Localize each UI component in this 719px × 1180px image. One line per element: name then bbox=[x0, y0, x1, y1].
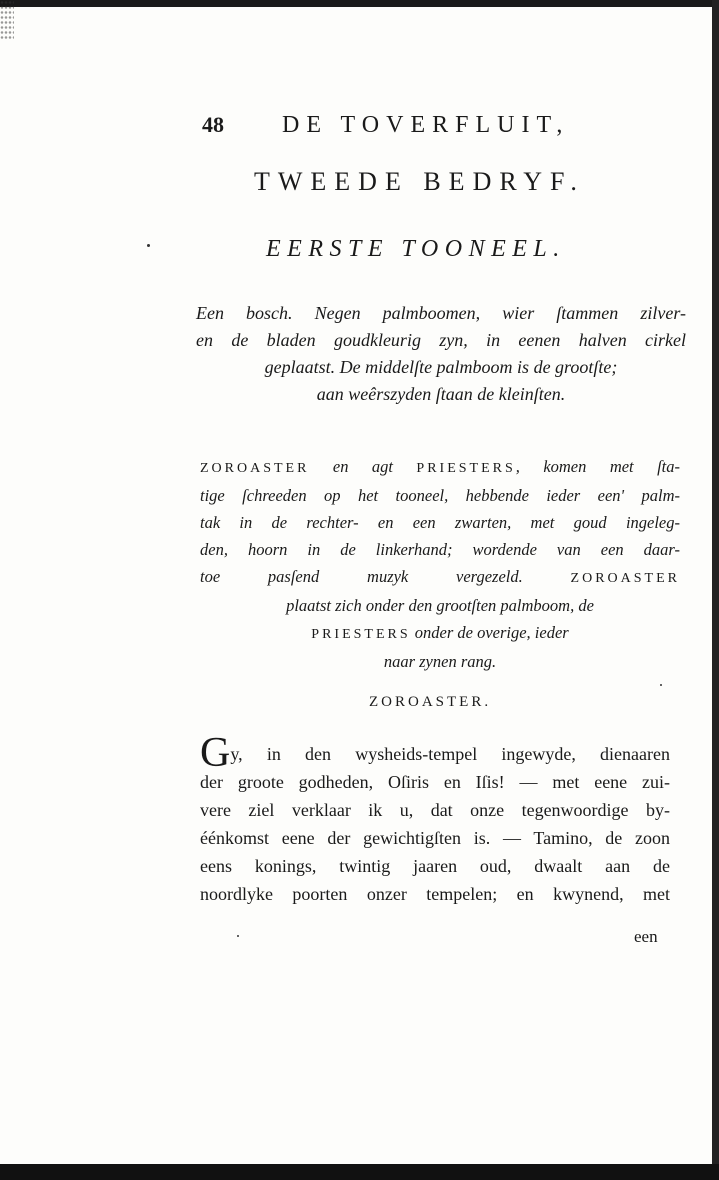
setting-line: aan weêrszyden ſtaan de kleinſten. bbox=[316, 384, 566, 404]
scan-edge-bottom bbox=[0, 1164, 719, 1180]
speck bbox=[147, 244, 150, 247]
stage-line: tak in de rechter- en een zwarten, met goud ingeleg- bbox=[200, 513, 680, 532]
speech-text bbox=[200, 730, 670, 908]
character-name: PRIESTERS bbox=[416, 461, 516, 476]
scan-edge-top bbox=[0, 0, 719, 7]
speaker-name: ZOROASTER. bbox=[369, 694, 492, 710]
running-title: DE TOVERFLUIT, bbox=[282, 112, 570, 138]
stage-line: ZOROASTER en agt PRIESTERS, komen met ſta- bbox=[200, 457, 680, 476]
stage-line: plaatst zich onder den grootſten palmboom, de bbox=[286, 596, 594, 615]
scan-edge-right bbox=[712, 0, 719, 1180]
setting-line: Een bosch. Negen palmboomen, wier ſtammen zilver- bbox=[196, 303, 686, 323]
speech-line: der groote godheden, Oſiris en Iſis! — met eene zui- bbox=[200, 772, 670, 792]
setting-line: en de bladen goudkleurig zyn, in eenen halven cirkel bbox=[196, 330, 686, 350]
speech-line: vere ziel verklaar ik u, dat onze tegenwoordige by- bbox=[200, 800, 670, 820]
scan-noise bbox=[0, 0, 14, 40]
stage-direction bbox=[200, 453, 680, 675]
drop-cap: G bbox=[200, 730, 231, 776]
setting-description bbox=[196, 300, 686, 408]
catchword: een bbox=[634, 927, 658, 946]
stage-line: naar zynen rang. bbox=[383, 652, 497, 671]
character-name: PRIESTERS bbox=[311, 627, 411, 642]
speech-line: éénkomst eene der gewichtigſten is. — Tamino, de zoon bbox=[200, 828, 670, 848]
stage-line: toe pasſend muzyk vergezeld. ZOROASTER bbox=[200, 567, 680, 586]
stage-line: den, hoorn in de linkerhand; wordende van een daar- bbox=[200, 540, 680, 559]
setting-line: geplaatst. De middelſte palmboom is de grootſte; bbox=[264, 357, 618, 377]
speech-line: eens konings, twintig jaaren oud, dwaalt aan de bbox=[200, 856, 670, 876]
stage-line: tige ſchreeden op het tooneel, hebbende ieder een' palm- bbox=[200, 486, 680, 505]
speech-line: Gy, in den wysheids-tempel ingewyde, dienaaren bbox=[200, 730, 670, 776]
character-name: ZOROASTER bbox=[570, 571, 680, 586]
stage-line: PRIESTERS onder de overige, ieder bbox=[311, 623, 569, 642]
act-title: TWEEDE BEDRYF. bbox=[254, 167, 585, 196]
scene-title: EERSTE TOONEEL. bbox=[266, 236, 566, 262]
speck bbox=[660, 684, 662, 686]
speech-line: noordlyke poorten onzer tempelen; en kwynend, met bbox=[200, 884, 670, 904]
speck bbox=[237, 935, 239, 937]
page-number: 48 bbox=[202, 112, 224, 137]
character-name: ZOROASTER bbox=[200, 461, 310, 476]
